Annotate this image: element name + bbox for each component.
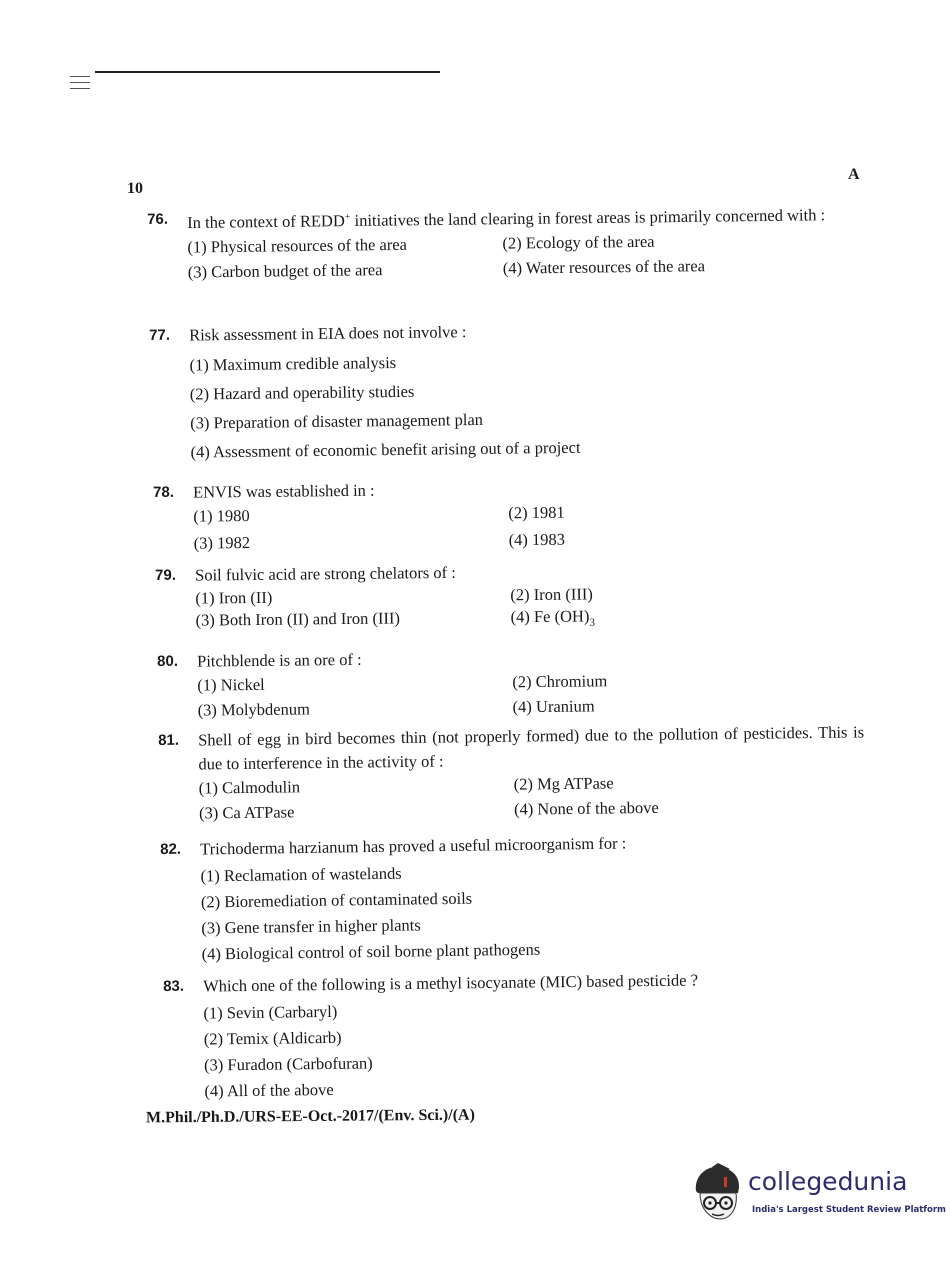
set-code: A [848,166,860,183]
option-4: (4) Fe $(OH)_3$ [510,606,596,629]
option-1: (1) Calmodulin [198,777,301,798]
question-text: In the context of REDD+ initiatives the land clearing in forest areas is primarily concerned with : [187,205,826,233]
options [187,227,858,284]
options [200,857,761,967]
question-number: 82. [160,840,182,858]
option-4: (4) 1983 [508,529,566,550]
question-78 [153,475,754,556]
options [189,347,750,465]
question-80 [157,644,758,723]
question-text: Soil fulvic acid are strong chelators of : [195,562,456,585]
option-2: (2) Hazard and operability studies [189,381,415,404]
top-rule [95,71,440,73]
option-4: (4) None of the above [513,797,659,819]
question-text: Trichoderma harzianum has proved a useful microorganism for : [200,833,627,859]
question-number: 81. [158,731,180,749]
paper-code-footer: M.Phil./Ph.D./URS-EE-Oct.-2017/(Env. Sci.)/(A) [145,1106,475,1127]
question-81 [158,720,865,826]
question-text: ENVIS was established in : [193,480,375,502]
question-number: 80. [157,652,179,670]
option-3: (3) Preparation of disaster management plan [190,409,484,433]
question-text: Shell of egg in bird becomes thin (not properly formed) due to the pollution of pesticides. This is due to interference in the activity of : [198,722,865,774]
option-4: (4) Assessment of economic benefit arising out of a project [190,437,581,462]
option-1: (1) 1980 [193,505,250,526]
option-2: (2) Temix (Aldicarb) [203,1027,342,1049]
option-3: (3) Molybdenum [197,699,311,720]
question-number: 78. [153,483,175,501]
option-4: (4) Biological control of soil borne plant pathogens [201,939,541,964]
scan-edge-marks [70,76,90,94]
question-text: Risk assessment in EIA does not involve : [189,322,467,345]
option-1: (1) Iron (II) [195,587,273,608]
question-82 [160,830,762,967]
options [203,994,804,1103]
question-79 [155,558,756,639]
option-2: (2) Chromium [512,671,608,692]
option-4: (4) Water resources of the area [502,255,706,278]
brand-name: collegedunia [748,1167,908,1196]
collegedunia-logo [690,1163,946,1225]
question-text: Which one of the following is a methyl isocyanate (MIC) based pesticide ? [203,970,699,996]
option-4: (4) Uranium [512,696,595,717]
question-text: Pitchblende is an ore of : [197,649,362,671]
option-1: (1) Nickel [197,674,265,695]
option-4: (4) All of the above [204,1079,334,1101]
options [197,668,757,723]
page-number: 10 [127,180,143,197]
options [193,499,754,556]
question-83 [163,967,805,1104]
option-1: (1) Sevin (Carbaryl) [203,1001,338,1023]
option-3: (3) Furadon (Carbofuran) [203,1053,373,1075]
option-1: (1) Reclamation of wastelands [200,863,402,886]
options [195,582,755,638]
option-3: (3) 1982 [193,532,251,553]
option-3: (3) Both Iron (II) and Iron (III) [195,608,401,630]
question-77 [149,317,751,465]
question-number: 79. [155,566,177,584]
option-1: (1) Physical resources of the area [187,234,408,257]
brand-tagline: India's Largest Student Review Platform [752,1205,946,1215]
question-number: 76. [147,210,169,228]
options [199,768,866,825]
option-3: (3) Carbon budget of the area [187,259,383,282]
option-2: (2) 1981 [508,502,565,523]
option-2: (2) Bioremediation of contaminated soils [200,888,473,912]
question-number: 83. [163,977,185,995]
question-76 [147,199,858,284]
option-2: (2) Mg ATPase [513,773,614,794]
option-3: (3) Ca ATPase [198,802,295,823]
option-1: (1) Maximum credible analysis [189,352,397,375]
question-number: 77. [149,326,171,344]
option-2: (2) Ecology of the area [502,231,655,253]
option-3: (3) Gene transfer in higher plants [201,915,421,938]
option-2: (2) Iron (III) [510,584,593,605]
mascot-icon [690,1163,746,1225]
